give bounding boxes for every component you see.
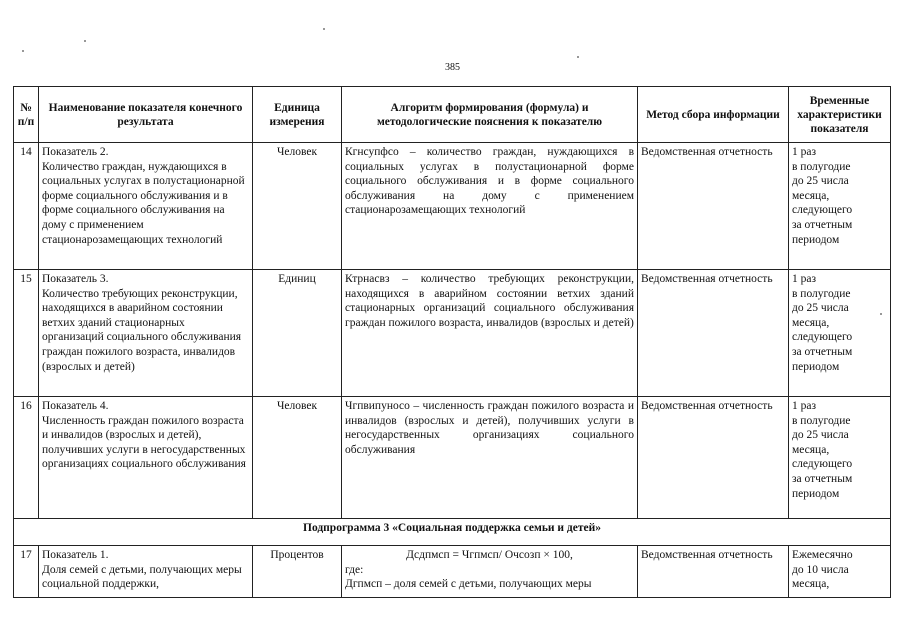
- row-num: 14: [14, 143, 39, 270]
- scan-speck: [577, 56, 579, 58]
- row-name: Показатель 2. Количество граждан, нуждающихся в социальных услугах в полустационарной форме социального обслуживания и в форме социального обслуживания на дому с применением стационарозамещающих технологий: [39, 143, 253, 270]
- row-unit: Процентов: [253, 546, 342, 598]
- page-number: 385: [445, 62, 460, 73]
- table-row: [14, 270, 891, 397]
- row-period: 1 раз в полугодие до 25 числа месяца, следующего за отчетным периодом: [789, 397, 891, 519]
- section-row: [14, 519, 891, 546]
- header-row: [14, 87, 891, 143]
- row-num: 16: [14, 397, 39, 519]
- row-num: 17: [14, 546, 39, 598]
- scan-speck: [84, 40, 86, 42]
- header-period: Временные характеристики показателя: [789, 87, 891, 143]
- header-method: Метод сбора информации: [638, 87, 789, 143]
- row-unit: Человек: [253, 397, 342, 519]
- row-method: Ведомственная отчетность: [638, 270, 789, 397]
- row-algorithm: Ктрнасвз – количество требующих реконструкции, находящихся в аварийном состоянии ветхих зданий стационарных организаций социального обслуживания граждан пожилого возраста, инвалидов (взрослых и детей): [342, 270, 638, 397]
- scan-speck: [323, 28, 325, 30]
- header-unit: Единица измерения: [253, 87, 342, 143]
- row-period: Ежемесячно до 10 числа месяца,: [789, 546, 891, 598]
- formula-where: где:: [345, 563, 364, 576]
- row-algorithm: [342, 546, 638, 598]
- table-row: [14, 397, 891, 519]
- table-row: [14, 546, 891, 598]
- row-algorithm: Чгпвипуносо – численность граждан пожилого возраста и инвалидов (взрослых и детей), получивших услуги в негосударственных организациях социального обслуживания: [342, 397, 638, 519]
- row-num: 15: [14, 270, 39, 397]
- row-method: Ведомственная отчетность: [638, 143, 789, 270]
- section-title: Подпрограмма 3 «Социальная поддержка семьи и детей»: [14, 519, 891, 546]
- row-period: 1 раз в полугодие до 25 числа месяца, следующего за отчетным периодом: [789, 270, 891, 397]
- row-method: Ведомственная отчетность: [638, 546, 789, 598]
- indicator-table: [13, 86, 891, 598]
- row-unit: Человек: [253, 143, 342, 270]
- row-unit: Единиц: [253, 270, 342, 397]
- row-name: Показатель 1. Доля семей с детьми, получающих меры социальной поддержки,: [39, 546, 253, 598]
- formula-explanation: Дгпмсп – доля семей с детьми, получающих меры: [345, 578, 592, 591]
- header-name: Наименование показателя конечного результата: [39, 87, 253, 143]
- row-name: Показатель 4. Численность граждан пожилого возраста и инвалидов (взрослых и детей), получивших услуги в негосударственных организациях социального обслуживания: [39, 397, 253, 519]
- row-algorithm: Кгнсупфсо – количество граждан, нуждающихся в социальных услугах в полустационарной форме социального обслуживания и в форме социального обслуживания на дому с применением стационарозамещающих технологий: [342, 143, 638, 270]
- table-row: [14, 143, 891, 270]
- header-num: № п/п: [14, 87, 39, 143]
- scan-speck: [22, 50, 24, 52]
- row-name: Показатель 3. Количество требующих реконструкции, находящихся в аварийном состоянии ветхих зданий стационарных организаций социального обслуживания граждан пожилого возраста, инвалидов (взрослых и детей): [39, 270, 253, 397]
- formula-text: Дсдпмсп = Чгпмсп/ Очсозп × 100,: [406, 549, 573, 561]
- scan-speck: [880, 313, 882, 315]
- row-method: Ведомственная отчетность: [638, 397, 789, 519]
- header-algorithm: Алгоритм формирования (формула) и методологические пояснения к показателю: [342, 87, 638, 143]
- row-period: 1 раз в полугодие до 25 числа месяца, следующего за отчетным периодом: [789, 143, 891, 270]
